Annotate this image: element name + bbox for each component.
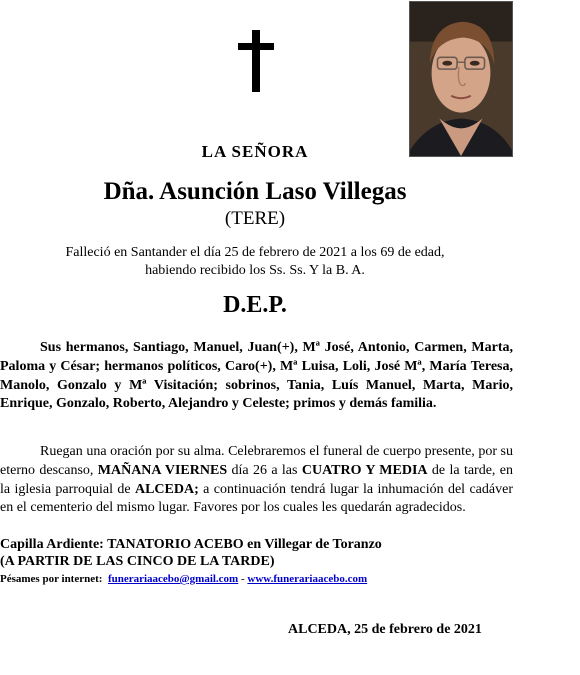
death-notice xyxy=(0,244,510,280)
dep-heading: D.E.P. xyxy=(223,292,287,318)
death-line-1: Falleció en Santander el día 25 de febrero de 2021 a los 69 de edad, xyxy=(65,245,445,260)
deceased-name: Dña. Asunción Laso Villegas xyxy=(103,178,407,205)
link-separator: - xyxy=(238,573,248,585)
chapel-hours: (A PARTIR DE LAS CINCO DE LA TARDE) xyxy=(0,554,275,569)
funeral-text-1: Ruegan una oración por su alma. Celebraremos el funeral de cuerpo presente, por su eterno descanso, xyxy=(0,444,513,478)
chapel-line: Capilla Ardiente: TANATORIO ACEBO en Villegar de Toranzo xyxy=(0,537,382,552)
place-date: ALCEDA, 25 de febrero de 2021 xyxy=(288,622,482,637)
heading: LA SEÑORA xyxy=(201,142,309,161)
family-paragraph: Sus hermanos, Santiago, Manuel, Juan(+), Mª José, Antonio, Carmen, Marta, Paloma y César; hermanos políticos, Caro(+), Mª Luisa, Loli, José Mª, María Teresa, Manolo, Gonzalo y Mª Visitación; sobrinos, Tania, Luís Manuel, Marta, Mario, Enrique, Gonzalo, Roberto, Alejandro y Celeste; primos y demás familia. xyxy=(0,340,513,412)
funeral-paragraph xyxy=(0,443,513,518)
funeral-text-4: a continuación tendrá lugar la inhumación del cadáver en el cementerio del mismo lugar. Favores por los cuales les quedarán agradecidos. xyxy=(0,481,513,516)
condolences-line xyxy=(0,570,367,588)
cross-icon xyxy=(238,30,274,92)
deceased-nickname: (TERE) xyxy=(224,208,286,229)
email-link[interactable]: funerariaacebo@gmail.com xyxy=(107,573,239,585)
funeral-time: CUATRO Y MEDIA xyxy=(301,462,428,478)
funeral-day: MAÑANA VIERNES xyxy=(97,462,228,478)
condolences-label: Pésames por internet: xyxy=(0,573,103,585)
funeral-place: ALCEDA; xyxy=(134,481,199,497)
website-link[interactable]: www.funerariaacebo.com xyxy=(247,573,368,585)
death-line-2: habiendo recibido los Ss. Ss. Y la B. A. xyxy=(145,263,365,278)
funeral-text-2: día 26 a las xyxy=(227,462,302,478)
portrait-photo xyxy=(409,1,513,157)
funeral-text-3: de la tarde, en la iglesia parroquial de xyxy=(0,462,514,497)
